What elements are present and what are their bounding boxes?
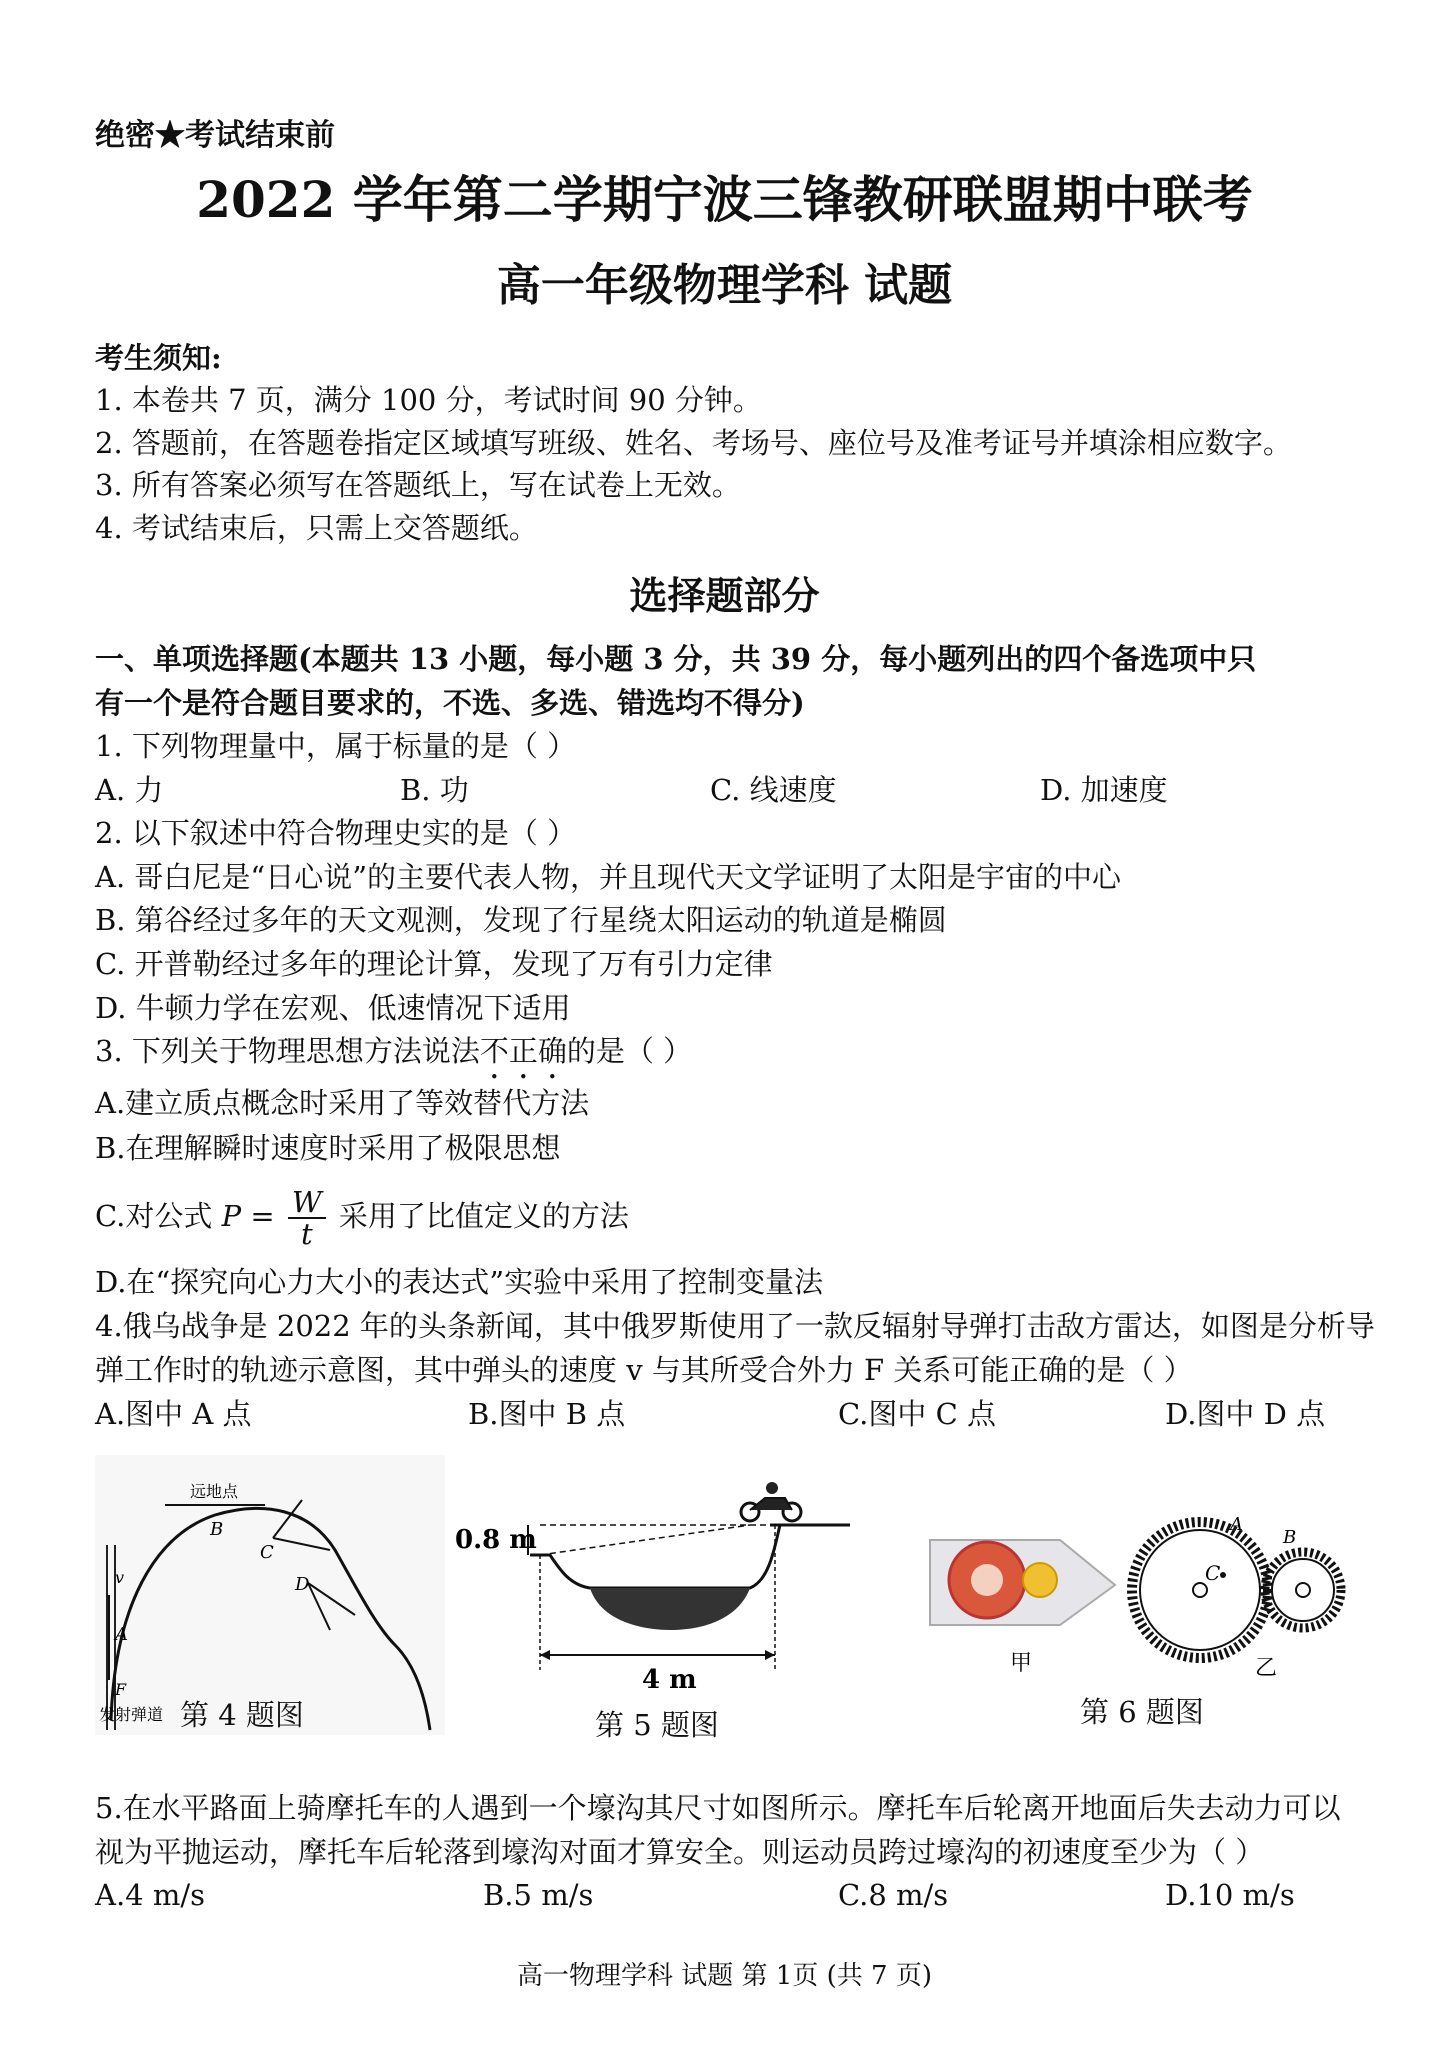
fig4-label-A: A (115, 1624, 128, 1645)
q5-option-d: D.10 m/s (1165, 1878, 1295, 1912)
q4-option-a: A.图中 A 点 (95, 1397, 252, 1431)
q3-stem-post: 的是（ ） (566, 1034, 693, 1068)
q3-stem (95, 1033, 692, 1086)
q3-formula-denominator: t (300, 1217, 313, 1251)
fig4-label-D: D (295, 1574, 310, 1595)
figure-6-gears (925, 1505, 1355, 1685)
figure-5-caption: 第 5 题图 (595, 1708, 719, 1742)
fig6-label-B: B (1283, 1527, 1297, 1548)
exam-subtitle: 高一年级物理学科 试题 (496, 260, 953, 311)
q1-option-a: A. 力 (95, 773, 164, 807)
page-footer: 高一物理学科 试题 第 1页 (共 7 页) (517, 1961, 932, 1991)
q2-option-a: A. 哥白尼是“日心说”的主要代表人物，并且现代天文学证明了太阳是宇宙的中心 (95, 860, 1122, 894)
q4-option-b: B.图中 B 点 (468, 1397, 626, 1431)
q2-option-c: C. 开普勒经过多年的理论计算，发现了万有引力定律 (95, 947, 773, 981)
fig4-label-v: v (115, 1568, 125, 1587)
q3-option-c (95, 1180, 629, 1252)
notice-item: 3. 所有答案必须写在答题纸上，写在试卷上无效。 (95, 468, 741, 502)
part-heading-cont: 有一个是符合题目要求的，不选、多选、错选均不得分) (95, 686, 805, 720)
notice-item: 4. 考试结束后，只需上交答题纸。 (95, 511, 538, 545)
q5-option-a: A.4 m/s (95, 1878, 205, 1912)
fig6-label-yi: 乙 (1255, 1656, 1278, 1681)
q4-line2: 弹工作时的轨迹示意图，其中弹头的速度 v 与其所受合外力 F 关系可能正确的是（ ） (95, 1353, 1193, 1387)
section-title: 选择题部分 (629, 573, 820, 618)
q1-option-c: C. 线速度 (710, 773, 837, 807)
q1-option-b: B. 功 (400, 773, 469, 807)
notice-item: 1. 本卷共 7 页，满分 100 分，考试时间 90 分钟。 (95, 383, 762, 417)
q5-line1: 5.在水平路面上骑摩托车的人遇到一个壕沟其尺寸如图所示。摩托车后轮离开地面后失去动力可以 (95, 1791, 1341, 1825)
part-heading: 一、单项选择题(本题共 13 小题，每小题 3 分，共 39 分，每小题列出的四个备选项中只 (95, 642, 1257, 676)
motorcycle-icon (741, 1482, 801, 1521)
q4-option-d: D.图中 D 点 (1165, 1397, 1326, 1431)
q5-line2: 视为平抛运动，摩托车后轮落到壕沟对面才算安全。则运动员跨过壕沟的初速度至少为（ ） (95, 1835, 1265, 1869)
fig4-label-C: C (260, 1542, 274, 1563)
fig6-label-C: C (1205, 1561, 1221, 1585)
fig5-width-label: 4 m (642, 1665, 697, 1695)
fig4-label-far: 远地点 (190, 1482, 239, 1501)
q3-formula-numerator: W (288, 1187, 326, 1219)
q3-stem-pre: 3. 下列关于物理思想方法说法 (95, 1034, 480, 1068)
q1-stem: 1. 下列物理量中，属于标量的是（ ） (95, 729, 577, 763)
notice-heading: 考生须知: (95, 341, 222, 375)
q4-line1: 4.俄乌战争是 2022 年的头条新闻，其中俄罗斯使用了一款反辐射导弹打击敌方雷达，如图是分析导 (95, 1309, 1375, 1343)
q5-option-c: C.8 m/s (838, 1878, 949, 1912)
secret-label: 绝密★考试结束前 (95, 118, 335, 153)
correction-tape-icon (930, 1540, 1115, 1625)
fig4-label-F: F (115, 1680, 127, 1699)
q3-option-b: B.在理解瞬时速度时采用了极限思想 (95, 1131, 561, 1165)
q2-option-b: B. 第谷经过多年的天文观测，发现了行星绕太阳运动的轨道是椭圆 (95, 903, 947, 937)
notice-item: 2. 答题前，在答题卷指定区域填写班级、姓名、考场号、座位号及准考证号并填涂相应数字。 (95, 426, 1292, 460)
q5-option-b: B.5 m/s (483, 1878, 594, 1912)
q3-formula-eq: = (241, 1199, 284, 1233)
q3-formula-var: P (221, 1199, 242, 1233)
q3-stem-emphasis: 不正确 (479, 1034, 567, 1068)
fig6-label-jia: 甲 (1010, 1651, 1033, 1676)
figure-5-ditch (450, 1470, 860, 1700)
q1-option-d: D. 加速度 (1040, 773, 1168, 807)
q3-option-d: D.在“探究向心力大小的表达式”实验中采用了控制变量法 (95, 1265, 824, 1299)
q3-option-c-pre: C.对公式 (95, 1199, 222, 1233)
q3-formula-fraction (288, 1187, 326, 1249)
fig5-height-label: 0.8 m (455, 1525, 537, 1555)
fig4-label-launch: 发射弹道 (99, 1705, 164, 1724)
q3-option-c-post: 采用了比值定义的方法 (329, 1199, 629, 1233)
exam-title: 2022 学年第二学期宁波三锋教研联盟期中联考 (196, 170, 1253, 229)
fig4-label-B: B (210, 1519, 224, 1540)
q2-stem: 2. 以下叙述中符合物理史实的是（ ） (95, 816, 577, 850)
q2-option-d: D. 牛顿力学在宏观、低速情况下适用 (95, 991, 571, 1025)
q3-option-a: A.建立质点概念时采用了等效替代方法 (95, 1086, 590, 1120)
figure-6-caption: 第 6 题图 (1080, 1695, 1204, 1729)
q4-option-c: C.图中 C 点 (838, 1397, 996, 1431)
figure-4-caption: 第 4 题图 (180, 1698, 304, 1732)
fig6-label-A: A (1230, 1514, 1243, 1535)
